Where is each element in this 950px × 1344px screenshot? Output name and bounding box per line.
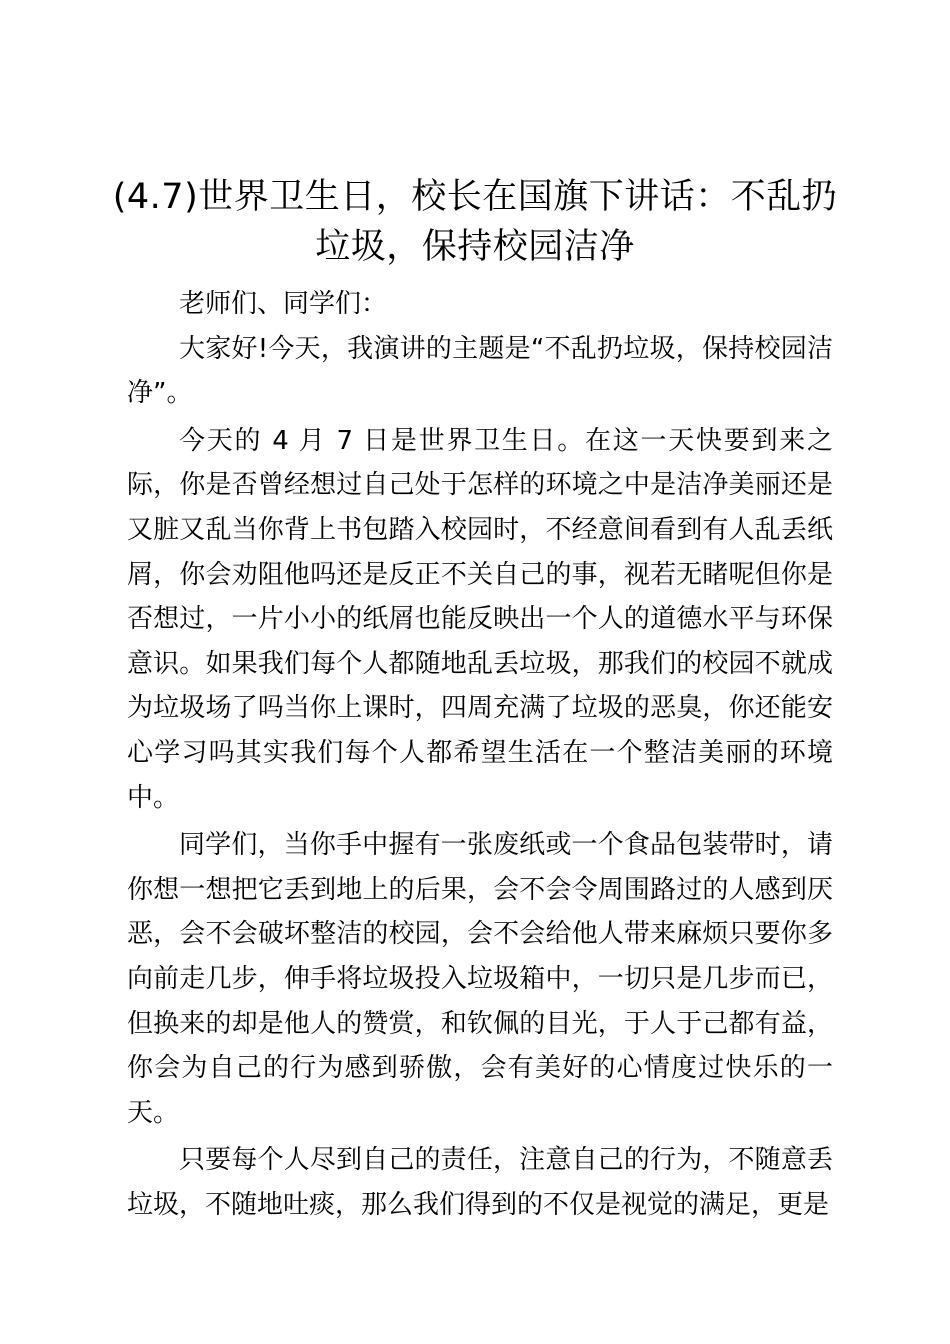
document-title: (4.7)世界卫生日，校长在国旗下讲话：不乱扔垃圾，保持校园洁净 bbox=[112, 177, 838, 267]
paragraph-4: 只要每个人尽到自己的责任，注意自己的行为，不随意丢垃圾，不随地吐痰，那么我们得到的不仅是视觉的满足，更是 bbox=[127, 1145, 833, 1220]
paragraph-1: 大家好!今天，我演讲的主题是“不乱扔垃圾，保持校园洁净”。 bbox=[127, 333, 833, 409]
paragraph-2: 今天的 4 月 7 日是世界卫生日。在这一天快要到来之际，你是否曾经想过自己处于怎样的环境之中是洁净美丽还是又脏又乱当你背上书包踏入校园时，不经意间看到有人乱丢纸屑，你会劝阻他吗还是反正不关自己的事，视若无睹呢但你是否想过，一片小小的纸屑也能反映出一个人的道德水平与环保意识。如果我们每个人都随地乱丢垃圾，那我们的校园不就成为垃圾场了吗当你上课时，四周充满了垃圾的恶臭，你还能安心学习吗其实我们每个人都希望生活在一个整洁美丽的环境中。 bbox=[127, 425, 833, 813]
greeting-paragraph: 老师们、同学们： bbox=[179, 289, 388, 319]
document-body bbox=[127, 282, 833, 1227]
paragraph-3: 同学们，当你手中握有一张废纸或一个食品包装带时，请你想一想把它丢到地上的后果，会不会令周围路过的人感到厌恶，会不会破坏整洁的校园，会不会给他人带来麻烦只要你多向前走几步，伸手将垃圾投入垃圾箱中，一切只是几步而已，但换来的却是他人的赞赏，和钦佩的目光，于人于己都有益，你会为自己的行为感到骄傲，会有美好的心情度过快乐的一天。 bbox=[127, 830, 833, 1128]
